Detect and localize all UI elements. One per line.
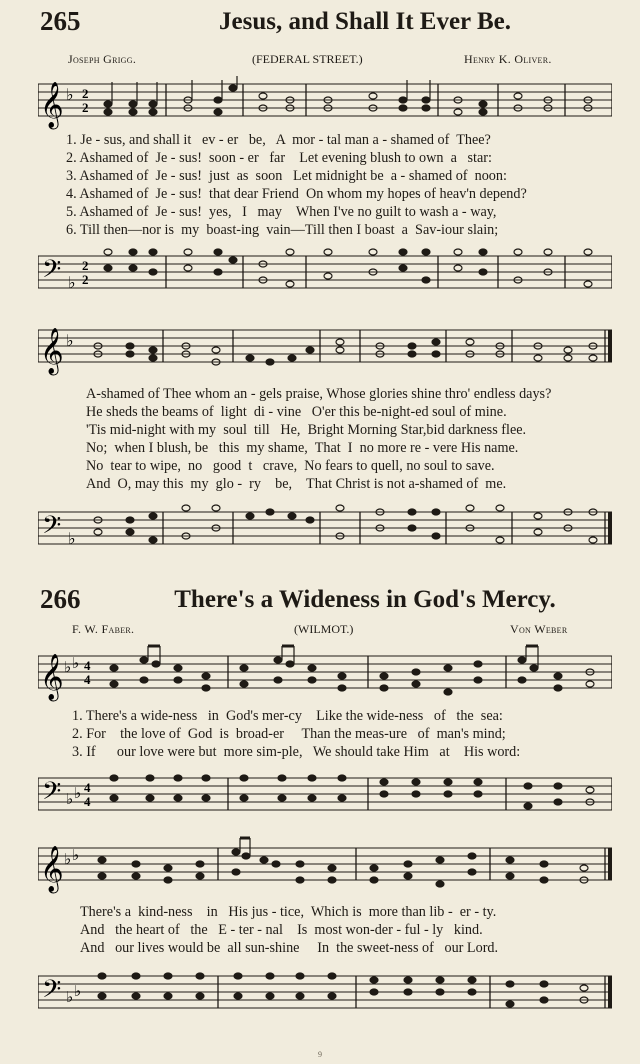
lyric-line xyxy=(0,940,640,958)
lyric-line xyxy=(0,404,640,422)
lyric-line xyxy=(0,440,640,458)
lyric-line xyxy=(0,744,640,762)
treble-staff-3 xyxy=(38,644,612,702)
svg-text:𝄢: 𝄢 xyxy=(42,975,62,1010)
hymn-number: 265 xyxy=(40,6,81,36)
svg-text:2: 2 xyxy=(82,86,89,101)
tune-name: (FEDERAL STREET.) xyxy=(252,52,363,66)
composer: Henry K. Oliver. xyxy=(464,52,552,66)
svg-text:♭: ♭ xyxy=(72,654,80,672)
lyric-line xyxy=(0,386,640,404)
svg-text:4: 4 xyxy=(84,658,91,673)
author: F. W. Faber. xyxy=(72,622,135,636)
hymn-266-credits xyxy=(0,622,640,642)
lyric-text: 2. For the love of God is broad-er Than the meas-ure of man's mind; xyxy=(72,726,506,742)
svg-text:𝄞: 𝄞 xyxy=(40,82,64,128)
lyric-text: 6. Till then—nor is my boast-ing vain—Till then I boast a Sav-iour slain; xyxy=(66,222,499,238)
composer: Von Weber xyxy=(510,622,568,636)
lyric-text: 3. If our love were but more sim-ple, We should take Him at His word: xyxy=(72,744,521,760)
svg-text:♭: ♭ xyxy=(66,790,74,808)
hymn-number: 266 xyxy=(40,584,81,614)
hymn-265-credits xyxy=(0,52,640,72)
svg-text:♭: ♭ xyxy=(68,529,76,548)
page-mark: 9 xyxy=(318,1050,322,1059)
lyric-line xyxy=(0,168,640,186)
lyric-line xyxy=(0,904,640,922)
svg-text:♭: ♭ xyxy=(74,784,82,802)
lyric-text: 1. There's a wide-ness in God's mer-cy Like the wide-ness of the sea: xyxy=(72,708,503,724)
svg-text:♭: ♭ xyxy=(74,982,82,1000)
svg-text:𝄢: 𝄢 xyxy=(42,777,62,812)
lyric-text: 5. Ashamed of Je - sus! yes, I may When I've no guilt to wash a - way, xyxy=(66,204,497,220)
hymn-title: There's a Wideness in God's Mercy. xyxy=(174,586,556,613)
hymn-265-header xyxy=(0,6,640,46)
bass-staff-3 xyxy=(38,766,612,824)
svg-text:𝄢: 𝄢 xyxy=(42,255,62,290)
svg-text:♭: ♭ xyxy=(68,273,76,292)
lyric-line xyxy=(0,422,640,440)
tune-name: (WILMOT.) xyxy=(294,622,354,636)
lyric-line xyxy=(0,458,640,476)
lyric-text: And our lives would be all sun-shine In the sweet-ness of our Lord. xyxy=(80,940,499,956)
svg-text:𝄢: 𝄢 xyxy=(42,511,62,546)
svg-text:2: 2 xyxy=(82,100,89,115)
lyric-text: He sheds the beams of light di - vine O'er this be-night-ed soul of mine. xyxy=(86,404,507,420)
lyric-text: A-shamed of Thee whom an - gels praise, Whose glories shine thro' endless days? xyxy=(86,386,552,402)
svg-text:♭: ♭ xyxy=(64,658,72,676)
lyric-text: 3. Ashamed of Je - sus! just as soon Let midnight be a - shamed of noon: xyxy=(66,168,507,184)
treble-staff-2 xyxy=(38,322,612,378)
hymn-title: Jesus, and Shall It Ever Be. xyxy=(219,8,511,35)
lyric-text: 'Tis mid-night with my soul till He, Bright Morning Star,bid darkness flee. xyxy=(86,422,527,438)
lyric-line xyxy=(0,150,640,168)
bass-staff-4 xyxy=(38,962,612,1024)
lyric-text: 4. Ashamed of Je - sus! that dear Friend On whom my hopes of heav'n depend? xyxy=(66,186,527,202)
svg-text:𝄞: 𝄞 xyxy=(40,328,64,374)
lyric-line xyxy=(0,186,640,204)
svg-text:2: 2 xyxy=(82,272,89,287)
lyric-text: And O, may this my glo - ry be, That Christ is not a-shamed of me. xyxy=(86,476,507,492)
hymn-266-header xyxy=(0,584,640,624)
bass-staff-1 xyxy=(38,244,612,302)
svg-text:♭: ♭ xyxy=(64,850,72,868)
lyric-line xyxy=(0,708,640,726)
lyric-text: No tear to wipe, no good t crave, No fears to quell, no soul to save. xyxy=(86,458,495,474)
svg-text:4: 4 xyxy=(84,794,91,809)
treble-staff-4 xyxy=(38,836,612,898)
lyric-line xyxy=(0,726,640,744)
lyric-line xyxy=(0,222,640,240)
lyric-text: No; when I blush, be this my shame, That I no more re - vere His name. xyxy=(86,440,519,456)
lyric-text: 1. Je - sus, and shall it ev - er be, A mor - tal man a - shamed of Thee? xyxy=(66,132,491,148)
svg-text:𝄞: 𝄞 xyxy=(40,846,64,892)
svg-text:4: 4 xyxy=(84,672,91,687)
svg-text:♭: ♭ xyxy=(66,331,74,350)
svg-text:4: 4 xyxy=(84,780,91,795)
lyric-line xyxy=(0,922,640,940)
svg-text:♭: ♭ xyxy=(66,988,74,1006)
treble-staff-1 xyxy=(38,76,612,132)
svg-text:𝄞: 𝄞 xyxy=(40,654,64,700)
svg-text:♭: ♭ xyxy=(66,85,74,104)
bass-staff-2 xyxy=(38,500,612,558)
svg-text:2: 2 xyxy=(82,258,89,273)
lyric-line xyxy=(0,132,640,150)
lyric-text: And the heart of the E - ter - nal Is most won-der - ful - ly kind. xyxy=(80,922,483,938)
svg-text:♭: ♭ xyxy=(72,846,80,864)
lyric-line xyxy=(0,204,640,222)
lyric-text: 2. Ashamed of Je - sus! soon - er far Let evening blush to own a star: xyxy=(66,150,492,166)
lyric-text: There's a kind-ness in His jus - tice, Which is more than lib - er - ty. xyxy=(80,904,497,920)
lyric-line xyxy=(0,476,640,494)
author: Joseph Grigg. xyxy=(68,52,137,66)
